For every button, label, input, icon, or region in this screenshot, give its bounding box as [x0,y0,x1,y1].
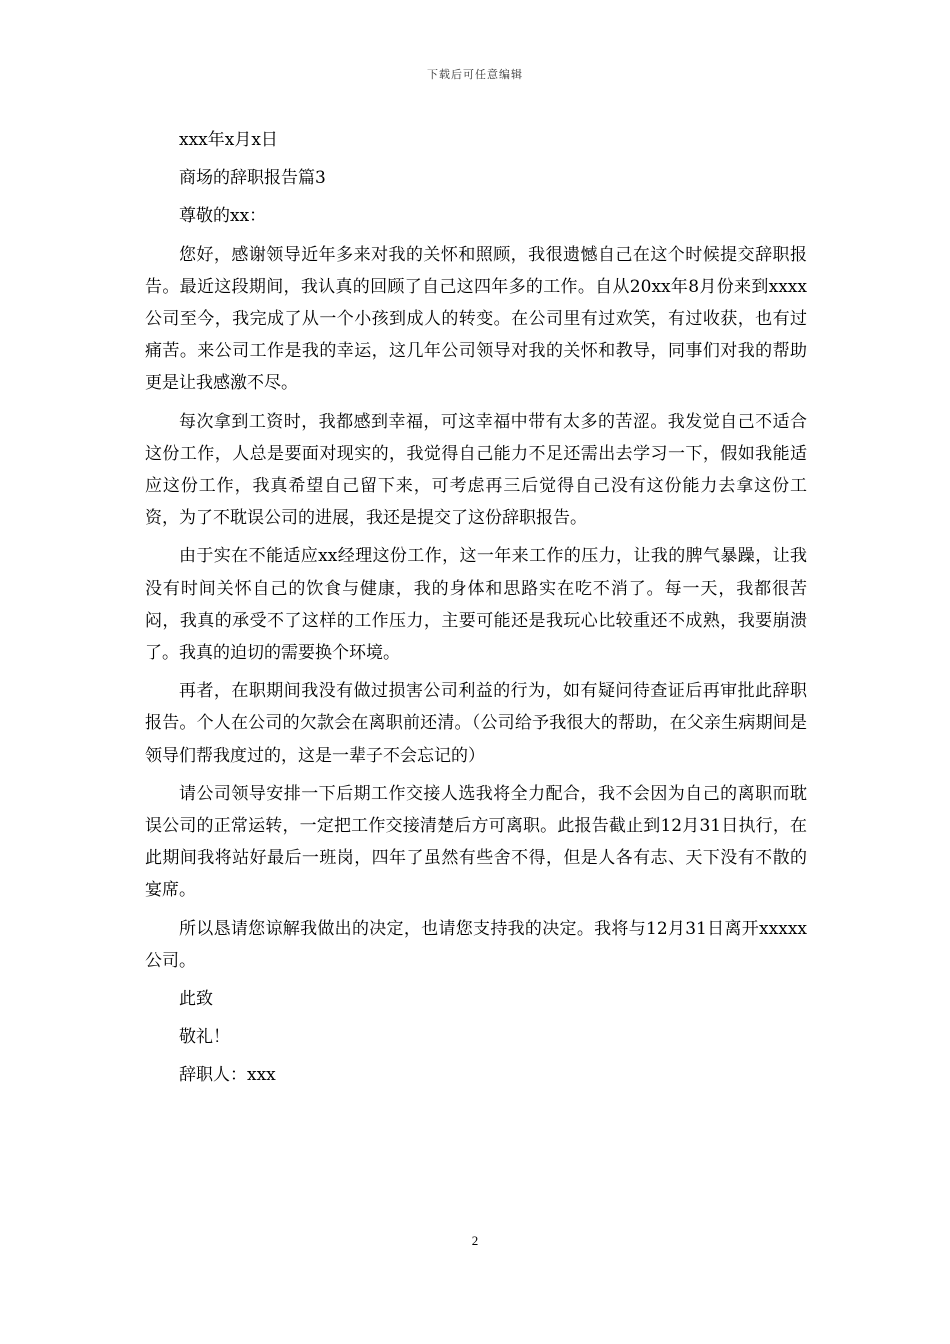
closing-line-1: 此致 [179,989,213,1010]
paragraph-3: 由于实在不能适应xx经理这份工作，这一年来工作的压力，让我的脾气暴躁，让我没有时间关怀自己的饮食与健康，我的身体和思路实在吃不消了。每一天，我都很苦闷，我真的承受不了这样的工作压力，主要可能还是我玩心比较重还不成熟，我要崩溃了。我真的迫切的需要换个环境。 [145,546,807,664]
page-header: 下载后可任意编辑 [427,68,523,81]
paragraph-2: 每次拿到工资时，我都感到幸福，可这幸福中带有太多的苦涩。我发觉自己不适合这份工作，人总是要面对现实的，我觉得自己能力不足还需出去学习一下，假如我能适应这份工作，我真希望自己留下来，可考虑再三后觉得自己没有这份能力去拿这份工资，为了不耽误公司的进展，我还是提交了这份辞职报告。 [145,411,807,529]
closing-line-2: 敬礼！ [179,1027,230,1048]
paragraph-5: 请公司领导安排一下后期工作交接人选我将全力配合，我不会因为自己的离职而耽误公司的正常运转，一定把工作交接清楚后方可离职。此报告截止到12月31日执行，在此期间我将站好最后一班岗，四年了虽然有些舍不得，但是人各有志、天下没有不散的宴席。 [145,783,807,901]
page-number: 2 [471,1233,479,1248]
paragraph-4: 再者，在职期间我没有做过损害公司利益的行为，如有疑问待查证后再审批此辞职报告。个人在公司的欠款会在离职前还清。（公司给予我很大的帮助，在父亲生病期间是领导们帮我度过的，这是一辈子不会忘记的） [145,681,807,766]
salutation: 尊敬的xx： [179,206,267,227]
signature-line: 辞职人：xxx [179,1065,276,1086]
paragraph-6: 所以恳请您谅解我做出的决定，也请您支持我的决定。我将与12月31日离开xxxxx公司。 [145,918,807,971]
date-line: xxx年x月x日 [179,130,278,150]
document-title: 商场的辞职报告篇3 [179,168,326,189]
document-body [145,124,807,1092]
paragraph-1: 您好，感谢领导近年多来对我的关怀和照顾，我很遗憾自己在这个时候提交辞职报告。最近这段期间，我认真的回顾了自己这四年多的工作。自从20xx年8月份来到xxxx公司至今，我完成了从一个小孩到成人的转变。在公司里有过欢笑，有过收获，也有过痛苦。来公司工作是我的幸运，这几年公司领导对我的关怀和教导，同事们对我的帮助更是让我感激不尽。 [145,244,807,394]
